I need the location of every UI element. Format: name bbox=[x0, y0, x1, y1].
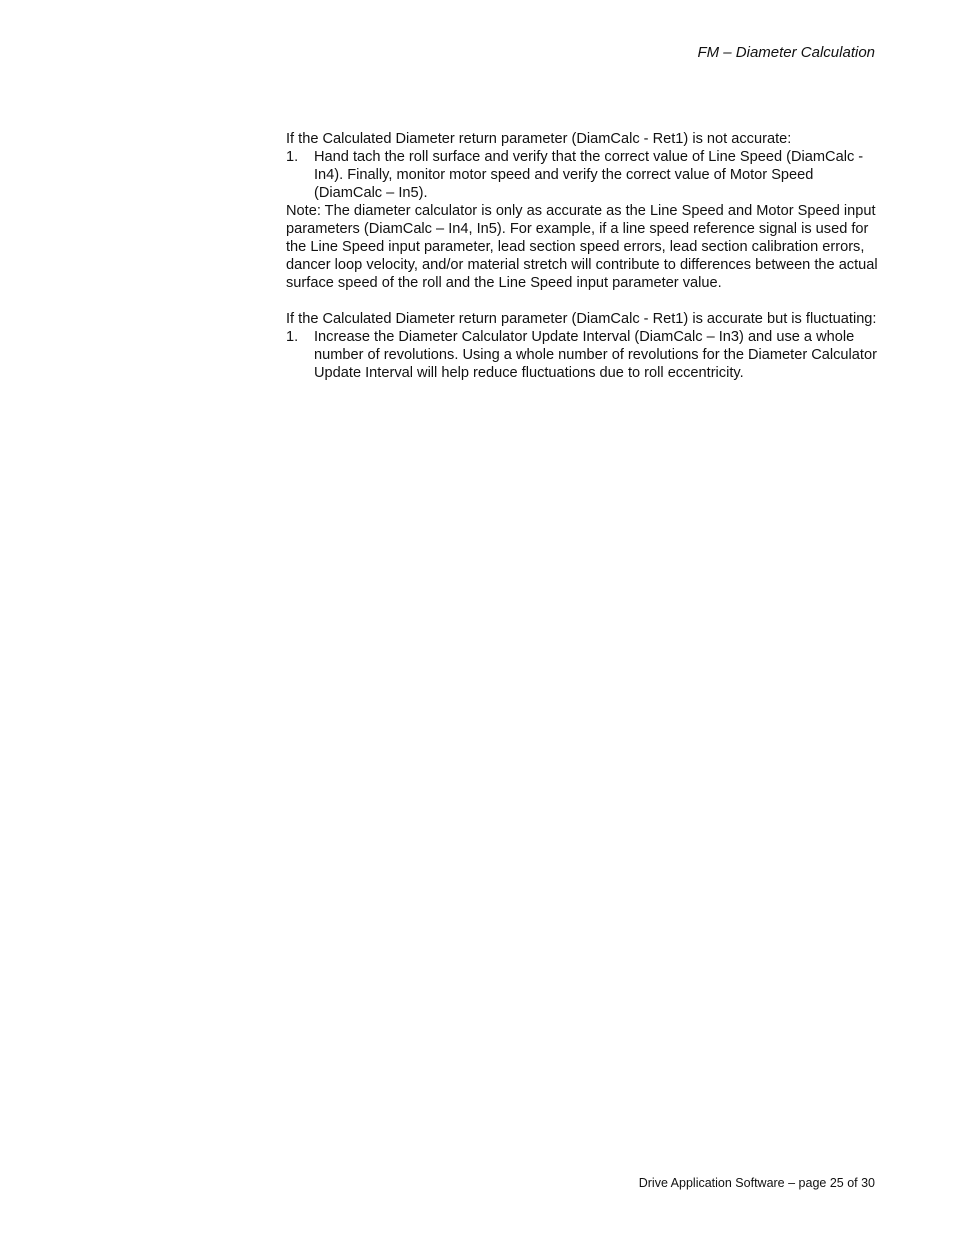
list-item-number: 1. bbox=[286, 149, 299, 165]
list-item-number: 1. bbox=[286, 329, 299, 345]
section1-intro: If the Calculated Diameter return parameter (DiamCalc - Ret1) is not accurate: bbox=[286, 131, 792, 147]
section2-intro: If the Calculated Diameter return parameter (DiamCalc - Ret1) is accurate but is fluctuating: bbox=[286, 311, 877, 327]
section1-note: Note: The diameter calculator is only as accurate as the Line Speed and Motor Speed input parameters (DiamCalc – In4, In5). For example, if a line speed reference signal is used for the Line Speed input parameter, lead section speed errors, lead section calibration errors, dancer loop velocity, and/or material stretch will contribute to differences between the actual surface speed of the roll and the Line Speed input parameter value. bbox=[286, 203, 878, 291]
paragraph-spacer bbox=[286, 292, 878, 310]
page-header-title: FM – Diameter Calculation bbox=[697, 44, 875, 61]
page-footer: Drive Application Software – page 25 of 30 bbox=[638, 1176, 875, 1190]
section1-list-item bbox=[286, 148, 878, 202]
document-body bbox=[286, 130, 878, 382]
section2-list-item bbox=[286, 328, 878, 382]
list-item-text: Increase the Diameter Calculator Update Interval (DiamCalc – In3) and use a whole number of revolutions. Using a whole number of revolutions for the Diameter Calculator Update Interval will help reduce fluctuations due to roll eccentricity. bbox=[314, 329, 877, 381]
list-item-text: Hand tach the roll surface and verify that the correct value of Line Speed (DiamCalc - In4). Finally, monitor motor speed and verify the correct value of Motor Speed (DiamCalc – In5). bbox=[314, 149, 864, 201]
